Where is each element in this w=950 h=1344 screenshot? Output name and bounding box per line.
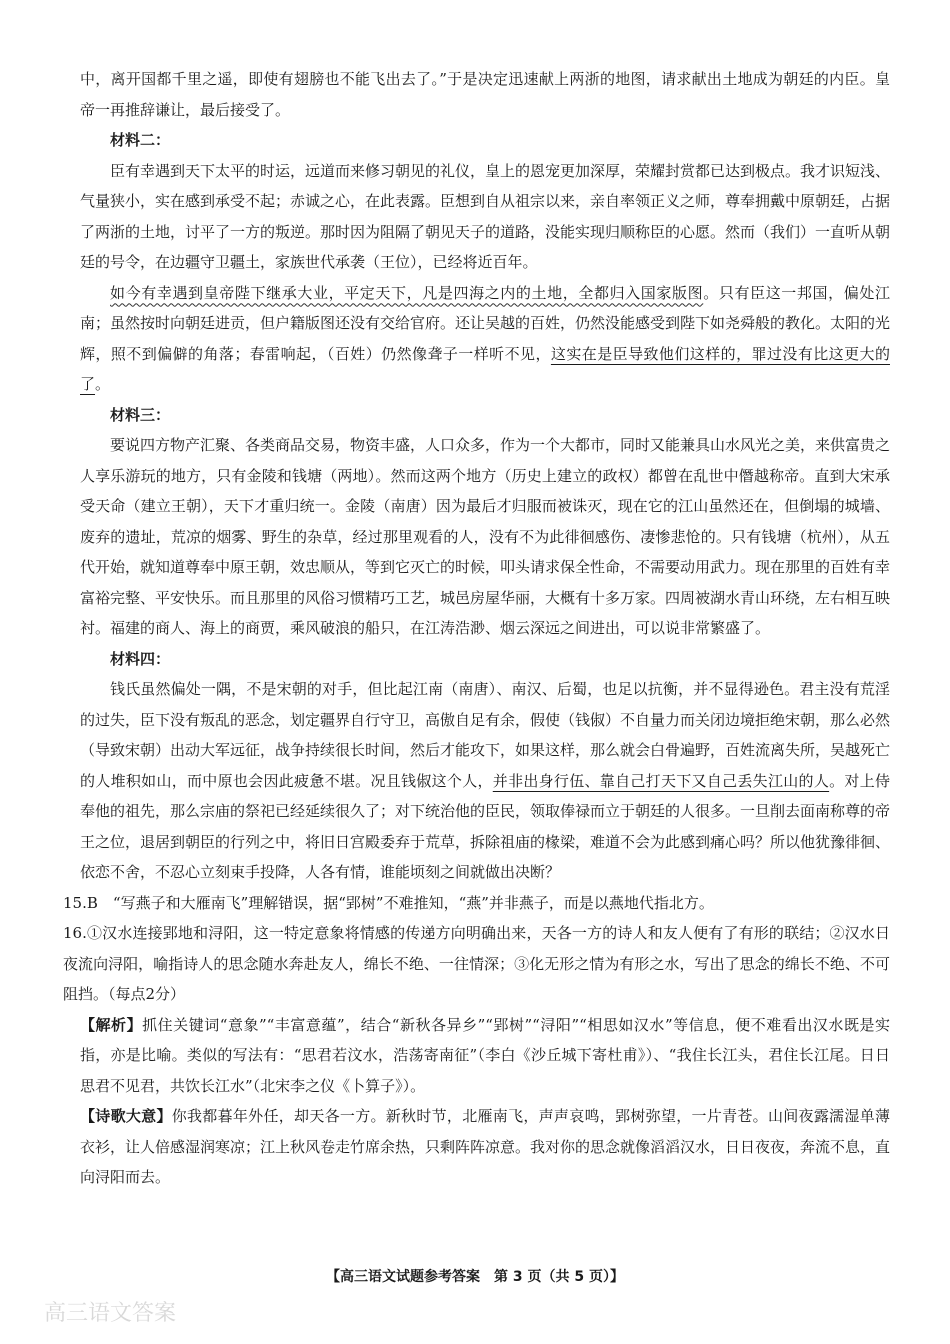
material2-paragraph-2	[80, 278, 890, 400]
poem-meaning-text: 你我都暮年外任，却天各一方。新秋时节，北雁南飞，声声哀鸣，郢树弥望，一片青苍。山间夜露濡湿单薄衣衫，让人倍感湿润寒凉；江上秋风卷走竹席余热，只剩阵阵凉意。我对你的思念就像滔滔汉水，日日夜夜，奔流不息，直向浔阳而去。	[80, 1107, 891, 1186]
question-16-answer	[63, 918, 890, 1010]
material3-heading: 材料三：	[110, 405, 171, 424]
analysis-tag: 【解析】	[80, 1015, 143, 1034]
question-16-number: 16.	[63, 924, 87, 942]
underlined-sentence: 并非出身行伍、靠自己打天下又自己丢失江山的人	[492, 771, 830, 790]
material4-paragraph	[80, 674, 890, 888]
question-16-text: ①汉水连接郢地和浔阳，这一特定意象将情感的传递方向明确出来，天各一方的诗人和友人便有了有形的联结；②汉水日夜流向浔阳，喻指诗人的思念随水奔赴友人，绵长不绝、一往情深；③化无形之情为有形之水，写出了思念的绵长不绝、不可阻挡。（每点2分）	[63, 924, 890, 1003]
material2-paragraph-2-middle: 。只有臣这一邦国，偏处江南；虽然按时向朝廷进贡，但户籍版图还没有交给官府。还让吴越的百姓，仍然没能感受到陛下如尧舜般的教化。太阳的光辉，照不到偏僻的角落；春雷响起，（百姓）仍然像聋子一样听不见，	[80, 283, 891, 363]
material2-paragraph-2-end: 。	[95, 375, 111, 393]
material2-heading: 材料二：	[110, 131, 171, 149]
material1-ending: 中，离开国都千里之遥，即使有翅膀也不能飞出去了。”于是决定迅速献上两浙的地图，请求献出土地成为朝廷的内臣。皇帝一再推辞谦让，最后接受了。	[80, 70, 890, 119]
question-15-text: “写燕子和大雁南飞”理解错误，据“郢树”不难推知，“燕”并非燕子，而是以燕地代指北方。	[112, 893, 714, 912]
answer-page-body	[63, 64, 891, 1193]
wavy-underlined-sentence: 如今有幸遇到皇帝陛下继承大业，平定天下，凡是四海之内的土地，全都归入国家版图	[110, 283, 704, 302]
material3-paragraph: 要说四方物产汇聚、各类商品交易，物资丰盛，人口众多，作为一个大都市，同时又能兼具山水风光之美，来供富贵之人享乐游玩的地方，只有金陵和钱塘（两地）。然而这两个地方（历史上建立的政权）都曾在乱世中僭越称帝。直到大宋承受天命（建立王朝），天下才重归统一。金陵（南唐）因为最后才归服而被诛灭，现在它的江山虽然还在，但倒塌的城墙、废弃的遗址，荒凉的烟雾、野生的杂草，经过那里观看的人，没有不为此徘徊感伤、凄惨悲怆的。只有钱塘（杭州），从五代开始，就知道尊奉中原王朝，效忠顺从，等到它灭亡的时候，叩头请求保全性命，不需要动用武力。现在那里的百姓有幸富裕完整、平安快乐。而且那里的风俗习惯精巧工艺，城邑房屋华丽，大概有十多万家。四周被湖水青山环绕，左右相互映衬。福建的商人、海上的商贾，乘风破浪的船只，在江涛浩渺、烟云深远之间进出，可以说非常繁盛了。	[80, 436, 891, 637]
material2-paragraph-1: 臣有幸遇到天下太平的时运，远道而来修习朝见的礼仪，皇上的恩宠更加深厚，荣耀封赏都已达到极点。我才识短浅、气量狭小，实在感到承受不起；赤诚之心，在此表露。臣想到自从祖宗以来，亲自率领正义之师，尊奉拥戴中原朝廷，占据了两浙的土地，讨平了一方的叛逆。那时因为阻隔了朝见天子的道路，没能实现归顺称臣的心愿。然而（我们）一直听从朝廷的号令，在边疆守卫疆土，家族世代承袭（王位），已经将近百年。	[80, 161, 891, 271]
material4-paragraph-start: 钱氏虽然偏处一隅，不是宋朝的对手，但比起江南（南唐）、南汉、后蜀，也足以抗衡，并不显得逊色。君主没有荒淫的过失，臣下没有叛乱的恶念，划定疆界自行守卫，高傲自足有余，假使（钱俶）不自量力而关闭边境拒绝宋朝，那么必然（导致宋朝）出动大军远征，战争持续很长时间，然后才能攻下，如果这样，那么就会白骨遍野，百姓流离失所，吴越死亡的人堆积如山，而中原也会因此疲惫不堪。况且钱俶这个人，	[80, 680, 891, 790]
analysis-paragraph	[80, 1010, 890, 1102]
underlined-sentence: 这实在是臣导致他们这样的，罪过没有比这更大的了	[80, 344, 890, 393]
watermark: 高三语文答案	[44, 1301, 177, 1326]
analysis-text: 抓住关键词“意象”“丰富意蕴”，结合“新秋各异乡”“郢树”“浔阳”“相思如汉水”等信息，便不难看出汉水既是实指，亦是比喻。类似的写法有：“思君若汶水，浩荡寄南征”（李白《沙丘城下寄杜甫》）、“我住长江头，君住长江尾。日日思君不见君，共饮长江水”（北宋李之仪《卜算子》）。	[80, 1015, 890, 1095]
material4-paragraph-end: 。对上侍奉他的祖先，那么宗庙的祭祀已经延续很久了；对下统治他的臣民，领取俸禄而立于朝廷的人很多。一旦削去面南称尊的帝王之位，退居到朝臣的行列之中，将旧日宫殿委弃于荒草，拆除祖庙的椽梁，难道不会为此感到痛心吗？所以他犹豫徘徊、依恋不舍，不忍心立刻束手投降，人各有情，谁能顷刻之间就做出决断？	[80, 771, 891, 881]
question-15-answer	[63, 888, 890, 919]
poem-meaning-paragraph	[80, 1101, 890, 1193]
material4-heading: 材料四：	[110, 649, 171, 668]
page-footer: 【高三语文试题参考答案 第 3 页（共 5 页）】	[326, 1269, 624, 1285]
question-15-number: 15.B	[63, 893, 98, 912]
poem-meaning-tag: 【诗歌大意】	[80, 1107, 172, 1125]
